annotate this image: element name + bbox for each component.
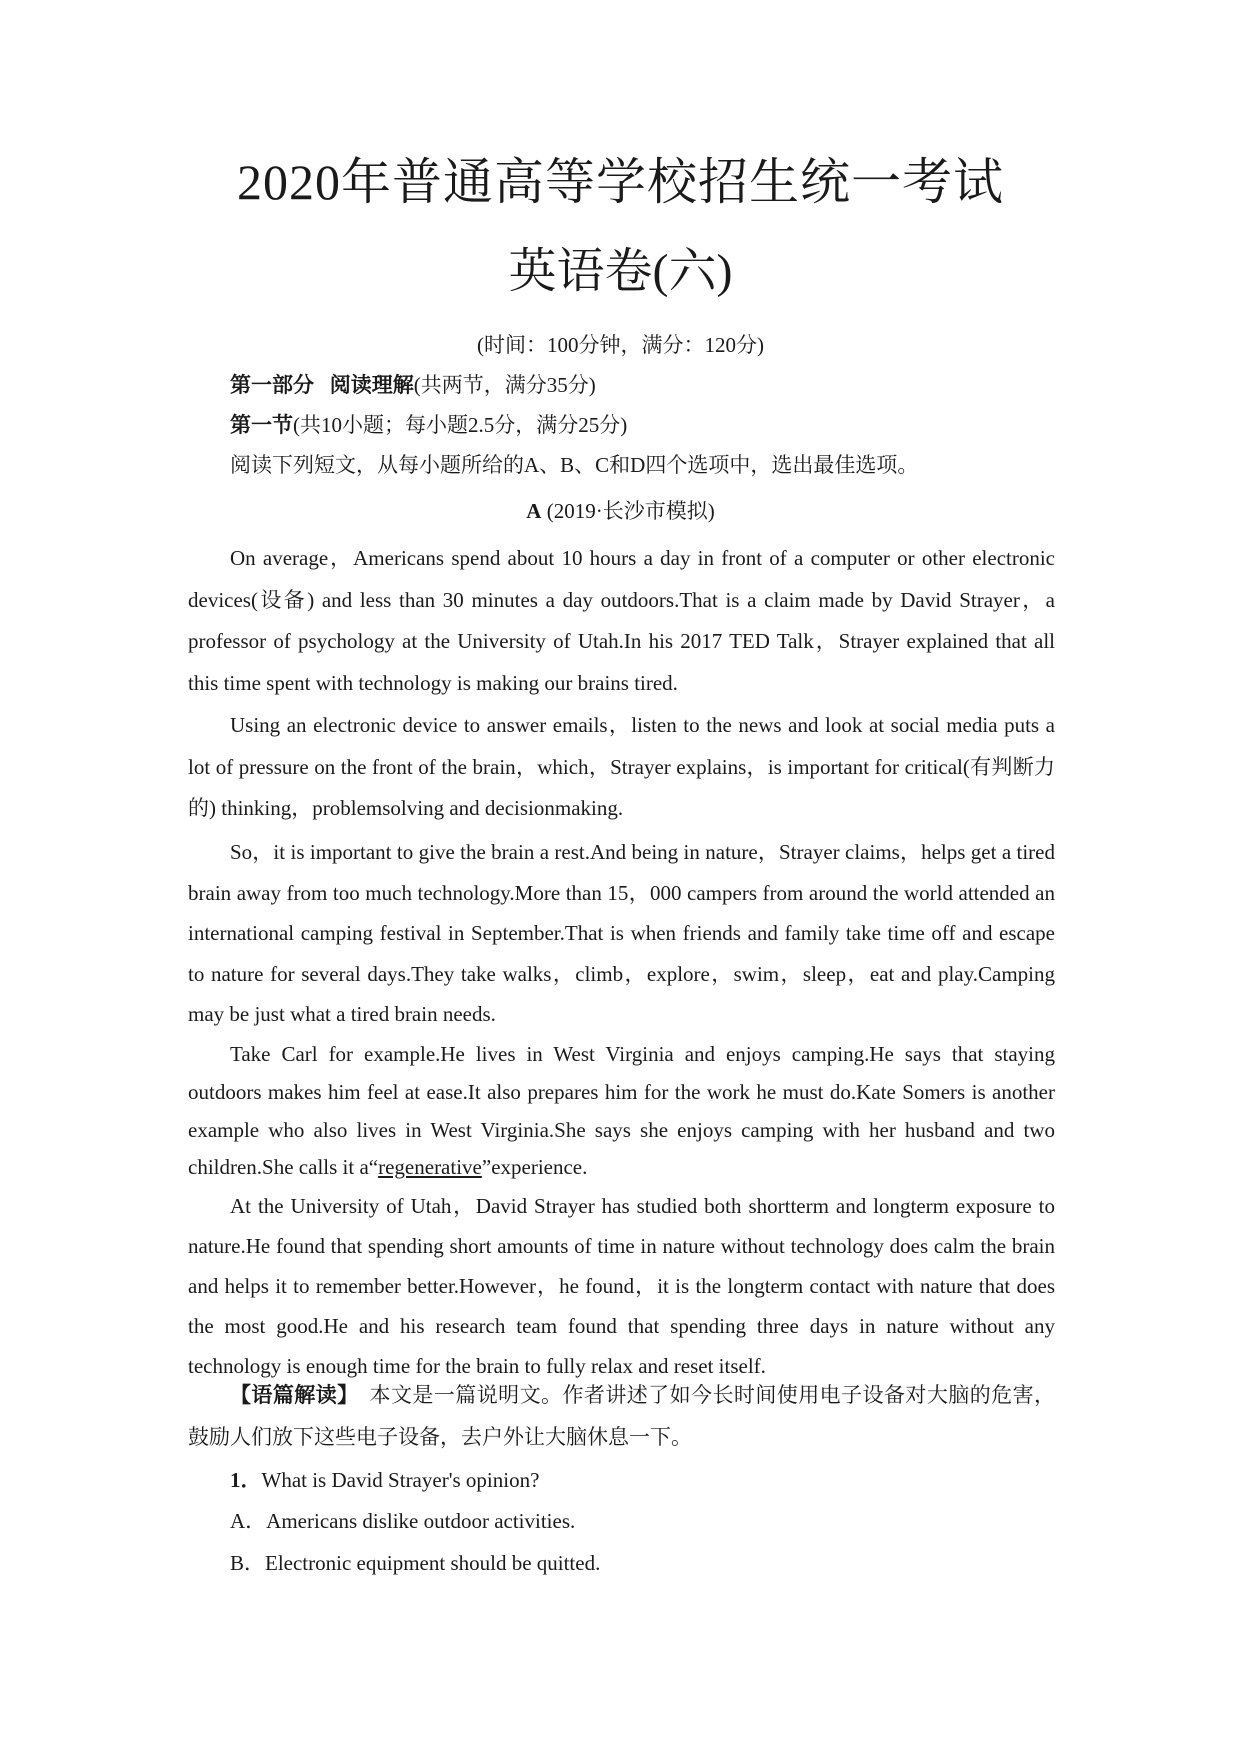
time-info: (时间：100分钟，满分：120分) bbox=[477, 333, 764, 357]
option-b: B．Electronic equipment should be quitted. bbox=[230, 1551, 601, 1575]
exam-title: 2020年普通高等学校招生统一考试 bbox=[237, 154, 1004, 210]
passage-source: (2019·长沙市模拟) bbox=[541, 499, 715, 523]
question-stem: What is David Strayer's opinion? bbox=[261, 1468, 540, 1492]
paragraph-2: Using an electronic device to answer emails，listen to the news and look at social media puts a lot of pressure on the front of the brain，which，Strayer explains，is important for critical(有判断力的) thinking，problemsolving and decisionmaking. bbox=[188, 713, 1055, 820]
question-1 bbox=[230, 1465, 539, 1495]
paragraph-4 bbox=[188, 1036, 1055, 1187]
paragraph-5: At the University of Utah，David Strayer has studied both shortterm and longterm exposure to nature.He found that spending short amounts of time in nature without technology does calm the brain and helps it to remember better.However，he found，it is the longterm contact with nature that does the most good.He and his research team found that spending three days in nature without any technology is enough time for the brain to fully relax and reset itself. bbox=[188, 1194, 1055, 1378]
paragraph-1: On average，Americans spend about 10 hours a day in front of a computer or other electronic devices(设备) and less than 30 minutes a day outdoors.That is a claim made by David Strayer，a professor of psychology at the University of Utah.In his 2017 TED Talk，Strayer explained that all this time spent with technology is making our brains tired. bbox=[188, 546, 1055, 695]
paragraph-3: So，it is important to give the brain a rest.And being in nature，Strayer claims，helps get a tired brain away from too much technology.More than 15，000 campers from around the world attended an international camping festival in September.That is when friends and family take time off and escape to nature for several days.They take walks，climb，explore，swim，sleep，eat and play.Camping may be just what a tired brain needs. bbox=[188, 840, 1055, 1026]
instruction: 阅读下列短文，从每小题所给的A、B、C和D四个选项中，选出最佳选项。 bbox=[230, 453, 919, 477]
question-number: 1． bbox=[230, 1468, 262, 1492]
paragraph-4-text-b: ”experience. bbox=[481, 1155, 588, 1180]
exam-subtitle: 英语卷(六) bbox=[508, 245, 733, 298]
part-label: 第一部分 bbox=[230, 373, 314, 397]
analysis-label: 【语篇解读】 bbox=[230, 1383, 349, 1407]
option-a: A．Americans dislike outdoor activities. bbox=[230, 1509, 576, 1533]
passage-heading bbox=[0, 496, 1241, 526]
part-heading bbox=[230, 370, 596, 400]
passage-label: A bbox=[526, 499, 542, 523]
underlined-word: regenerative bbox=[378, 1155, 482, 1180]
analysis bbox=[188, 1374, 1055, 1458]
part-name: 阅读理解 bbox=[329, 373, 414, 397]
part-detail: (共两节，满分35分) bbox=[413, 373, 596, 397]
sub-label: 第一节 bbox=[230, 413, 293, 437]
paragraph-4-text-a: Take Carl for example.He lives in West Virginia and enjoys camping.He says that staying outdoors makes him feel at ease.It also prepares him for the work he must do.Kate Somers is another example who also lives in West Virginia.She says she enjoys camping with her husband and two children.She calls it a“ bbox=[188, 1042, 1055, 1180]
sub-detail: (共10小题；每小题2.5分，满分25分) bbox=[293, 413, 628, 437]
analysis-text: 本文是一篇说明文。作者讲述了如今长时间使用电子设备对大脑的危害，鼓励人们放下这些电子设备，去户外让大脑休息一下。 bbox=[188, 1383, 1056, 1449]
sub-heading bbox=[230, 410, 627, 440]
